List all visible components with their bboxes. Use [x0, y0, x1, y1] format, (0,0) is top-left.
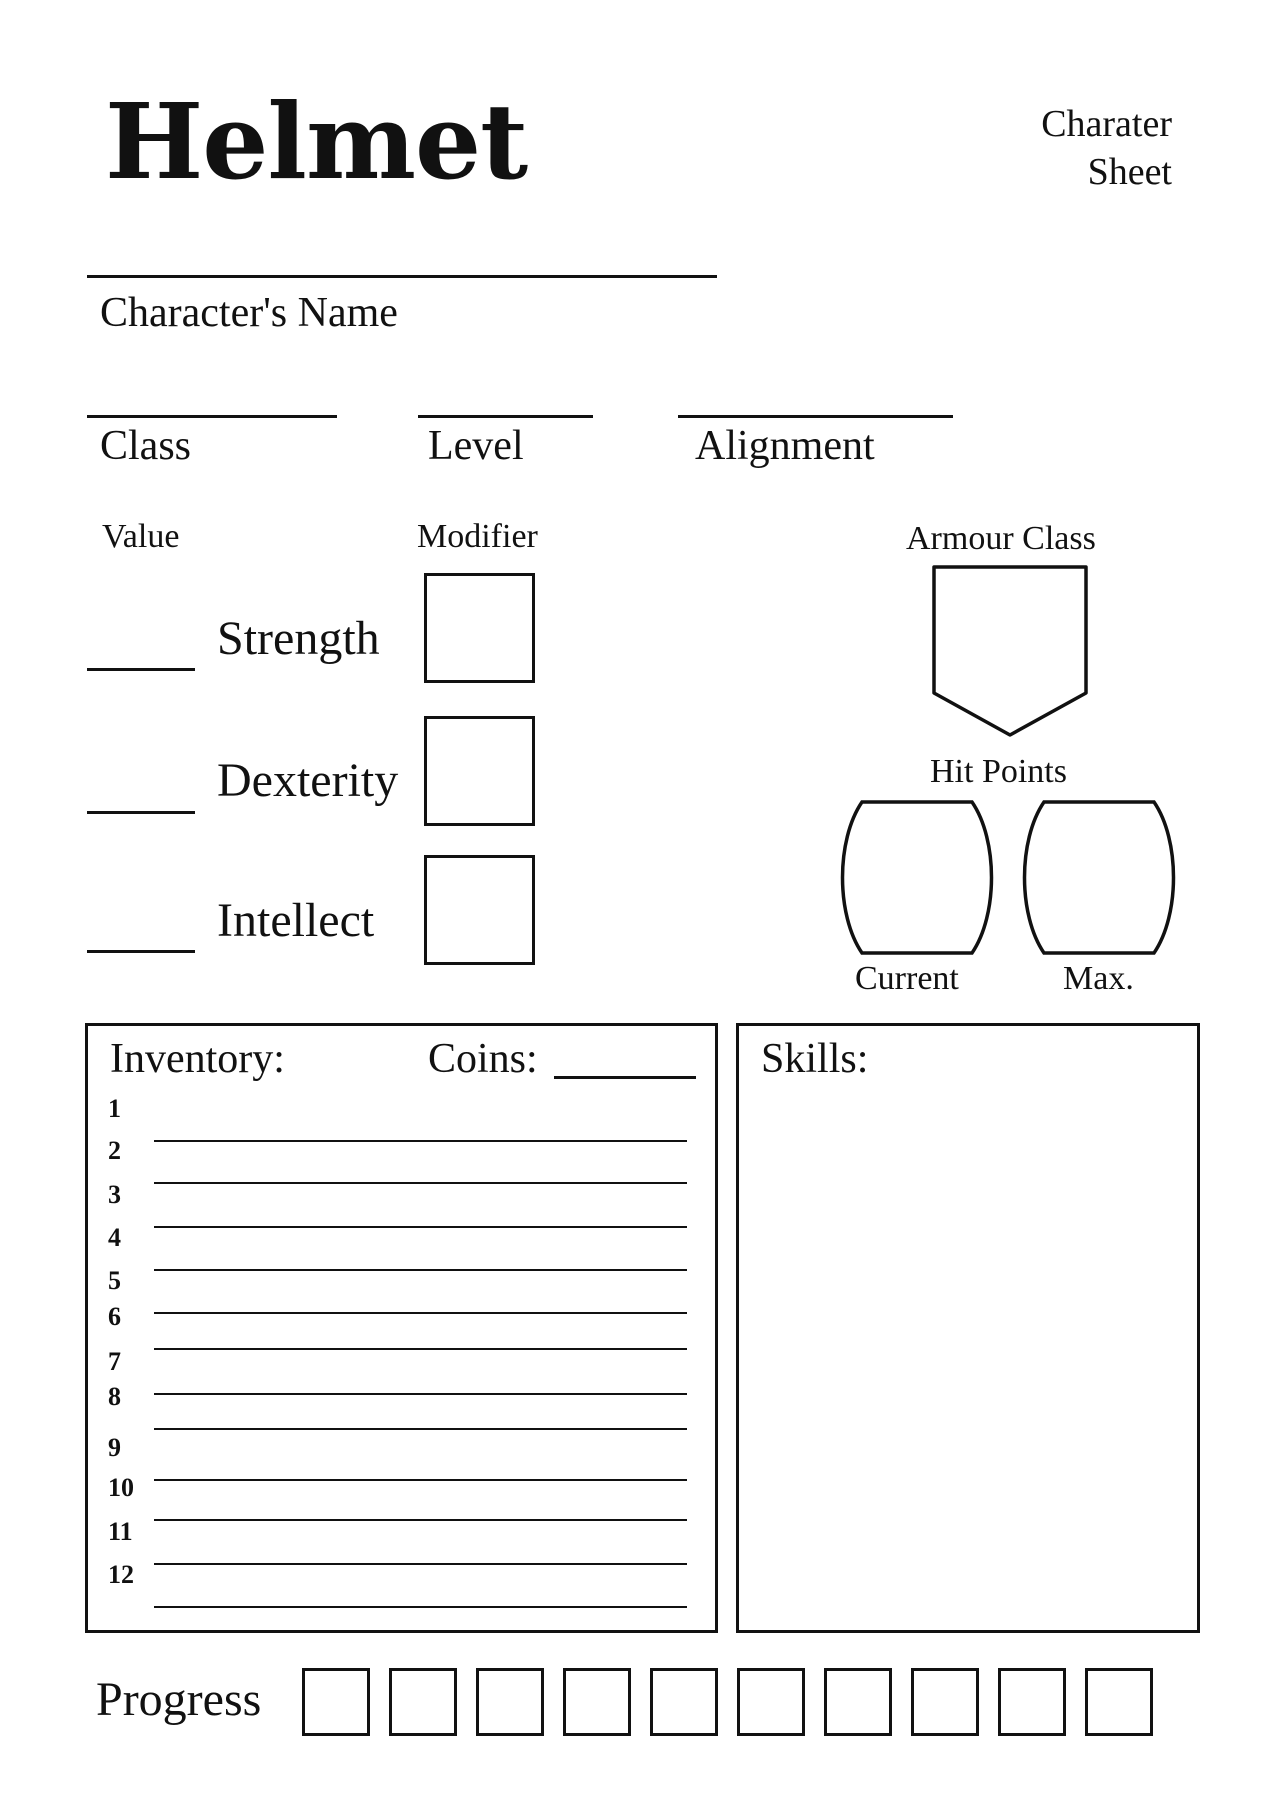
progress-box[interactable] — [911, 1668, 979, 1736]
inventory-slot-number: 1 — [108, 1094, 121, 1123]
inventory-slot-number: 5 — [108, 1266, 121, 1295]
coins-label: Coins: — [428, 1036, 538, 1082]
alignment-field[interactable] — [678, 415, 953, 418]
current-hp-label: Current — [855, 960, 959, 997]
subtitle-line-1: Charater — [1041, 103, 1172, 145]
dexterity-label: Dexterity — [217, 754, 399, 807]
inventory-panel — [85, 1023, 718, 1633]
inventory-slot-line[interactable] — [154, 1182, 687, 1184]
intellect-label: Intellect — [217, 894, 375, 947]
skills-panel[interactable] — [736, 1023, 1200, 1633]
inventory-slot-number: 6 — [108, 1302, 121, 1331]
level-label: Level — [428, 423, 524, 469]
progress-box[interactable] — [650, 1668, 718, 1736]
strength-label: Strength — [217, 612, 380, 665]
inventory-slot-line[interactable] — [154, 1269, 687, 1271]
strength-value-field[interactable] — [87, 668, 195, 671]
inventory-slot-number: 2 — [108, 1136, 121, 1165]
inventory-slot-line[interactable] — [154, 1226, 687, 1228]
inventory-slot-number: 3 — [108, 1180, 121, 1209]
level-field[interactable] — [418, 415, 593, 418]
dexterity-modifier-box[interactable] — [424, 716, 535, 826]
skills-label: Skills: — [761, 1036, 869, 1082]
dexterity-value-field[interactable] — [87, 811, 195, 814]
inventory-slot-line[interactable] — [154, 1606, 687, 1608]
inventory-slot-number: 12 — [108, 1560, 134, 1589]
sheet-title: Helmet — [105, 80, 528, 203]
armour-class-shield[interactable] — [932, 565, 1092, 735]
value-header: Value — [102, 518, 180, 555]
current-hp-box[interactable] — [840, 800, 996, 955]
inventory-slot-number: 10 — [108, 1473, 134, 1502]
inventory-slot-line[interactable] — [154, 1140, 687, 1142]
progress-box[interactable] — [737, 1668, 805, 1736]
inventory-slot-line[interactable] — [154, 1479, 687, 1481]
intellect-value-field[interactable] — [87, 950, 195, 953]
progress-box[interactable] — [302, 1668, 370, 1736]
progress-label: Progress — [96, 1673, 262, 1726]
inventory-slot-line[interactable] — [154, 1312, 687, 1314]
subtitle-line-2: Sheet — [1087, 151, 1172, 193]
inventory-slot-number: 11 — [108, 1517, 133, 1546]
character-name-label: Character's Name — [100, 290, 398, 336]
progress-box[interactable] — [824, 1668, 892, 1736]
progress-box[interactable] — [563, 1668, 631, 1736]
progress-box[interactable] — [998, 1668, 1066, 1736]
max-hp-box[interactable] — [1022, 800, 1178, 955]
sheet-subtitle — [1041, 100, 1172, 196]
hit-points-label: Hit Points — [930, 753, 1067, 790]
inventory-slot-line[interactable] — [154, 1348, 687, 1350]
alignment-label: Alignment — [695, 423, 875, 469]
character-name-field[interactable] — [87, 275, 717, 278]
progress-box[interactable] — [476, 1668, 544, 1736]
inventory-slot-number: 9 — [108, 1433, 121, 1462]
inventory-slot-line[interactable] — [154, 1393, 687, 1395]
progress-box[interactable] — [389, 1668, 457, 1736]
max-hp-label: Max. — [1063, 960, 1134, 997]
inventory-slot-line[interactable] — [154, 1563, 687, 1565]
inventory-slot-number: 4 — [108, 1223, 121, 1252]
inventory-label: Inventory: — [110, 1036, 285, 1082]
progress-box[interactable] — [1085, 1668, 1153, 1736]
armour-class-label: Armour Class — [906, 520, 1096, 557]
inventory-slot-number: 8 — [108, 1382, 121, 1411]
inventory-slot-line[interactable] — [154, 1519, 687, 1521]
class-label: Class — [100, 423, 192, 469]
strength-modifier-box[interactable] — [424, 573, 535, 683]
intellect-modifier-box[interactable] — [424, 855, 535, 965]
inventory-slot-number: 7 — [108, 1347, 121, 1376]
inventory-slot-line[interactable] — [154, 1428, 687, 1430]
modifier-header: Modifier — [417, 518, 538, 555]
class-field[interactable] — [87, 415, 337, 418]
coins-field[interactable] — [554, 1076, 696, 1079]
